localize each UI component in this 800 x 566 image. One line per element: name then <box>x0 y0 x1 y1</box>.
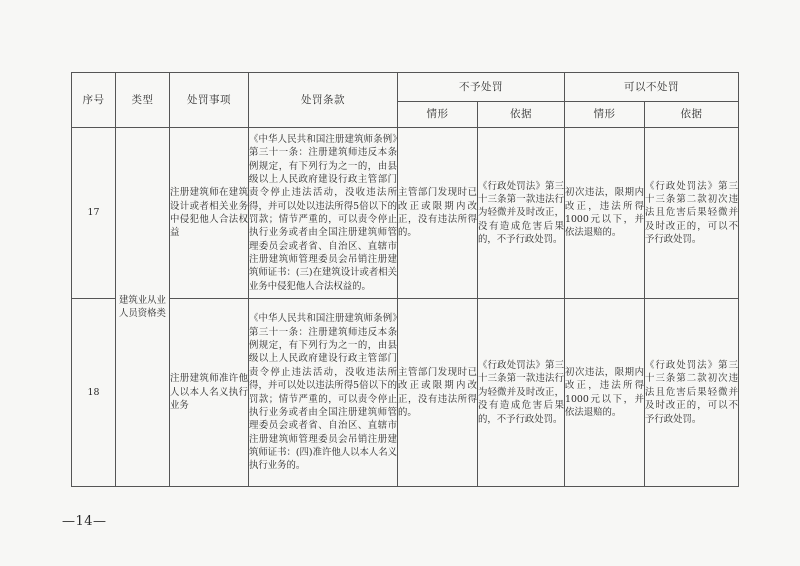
row-may-situation: 初次违法，限期内改正，违法所得1000元以下，并依法退赔的。 <box>565 299 645 487</box>
header-may-not-penalty: 可以不处罚 <box>565 73 739 102</box>
row-may-situation: 初次违法，限期内改正，违法所得1000元以下，并依法退赔的。 <box>565 128 645 299</box>
row-no-basis: 《行政处罚法》第三十三条第一款违法行为轻微并及时改正，没有造成危害后果的，不予行政处罚。 <box>478 128 565 299</box>
penalty-table <box>71 72 739 487</box>
header-no-penalty: 不予处罚 <box>398 73 565 102</box>
header-matter: 处罚事项 <box>170 73 249 128</box>
table-row <box>72 128 739 299</box>
row-no-situation: 主管部门发现时已改正或限期内改正，没有违法所得的。 <box>398 128 478 299</box>
header-may-situation: 情形 <box>565 102 645 128</box>
row-seq: 17 <box>72 128 116 299</box>
header-seq: 序号 <box>72 73 116 128</box>
row-may-basis: 《行政处罚法》第三十三条第二款初次违法且危害后果轻微并及时改正的，可以不予行政处罚。 <box>645 128 739 299</box>
row-no-situation: 主管部门发现时已改正或限期内改正，没有违法所得的。 <box>398 299 478 487</box>
row-seq: 18 <box>72 299 116 487</box>
row-clause: 《中华人民共和国注册建筑师条例》第三十一条：注册建筑师违反本条例规定，有下列行为之一的，由县级以上人民政府建设行政主管部门责令停止违法活动，没收违法所得，并可以处以违法所得5倍以下的罚款；情节严重的，可以责令停止执行业务或者由全国注册建筑师管理委员会或者省、自治区、直辖市注册建筑师管理委员会吊销注册建筑师证书：(三)在建筑设计或者相关业务中侵犯他人合法权益的。 <box>249 128 398 299</box>
row-may-basis: 《行政处罚法》第三十三条第二款初次违法且危害后果轻微并及时改正的，可以不予行政处罚。 <box>645 299 739 487</box>
row-no-basis: 《行政处罚法》第三十三条第一款违法行为轻微并及时改正，没有造成危害后果的，不予行政处罚。 <box>478 299 565 487</box>
row-clause: 《中华人民共和国注册建筑师条例》第三十一条：注册建筑师违反本条例规定，有下列行为之一的，由县级以上人民政府建设行政主管部门责令停止违法活动，没收违法所得，并可以处以违法所得5倍以下的罚款；情节严重的，可以责令停止执行业务或者由全国注册建筑师管理委员会或者省、自治区、直辖市注册建筑师管理委员会吊销注册建筑师证书：(四)准许他人以本人名义执行业务的。 <box>249 299 398 487</box>
row-matter: 注册建筑师在建筑设计或者相关业务中侵犯他人合法权益 <box>170 128 249 299</box>
page-number: —14— <box>62 514 107 529</box>
category-cell: 建筑业从业人员资格类 <box>116 128 170 487</box>
header-no-situation: 情形 <box>398 102 478 128</box>
row-matter: 注册建筑师准许他人以本人名义执行业务 <box>170 299 249 487</box>
header-no-basis: 依据 <box>478 102 565 128</box>
header-clause: 处罚条款 <box>249 73 398 128</box>
header-type: 类型 <box>116 73 170 128</box>
table-row <box>72 299 739 487</box>
header-may-basis: 依据 <box>645 102 739 128</box>
